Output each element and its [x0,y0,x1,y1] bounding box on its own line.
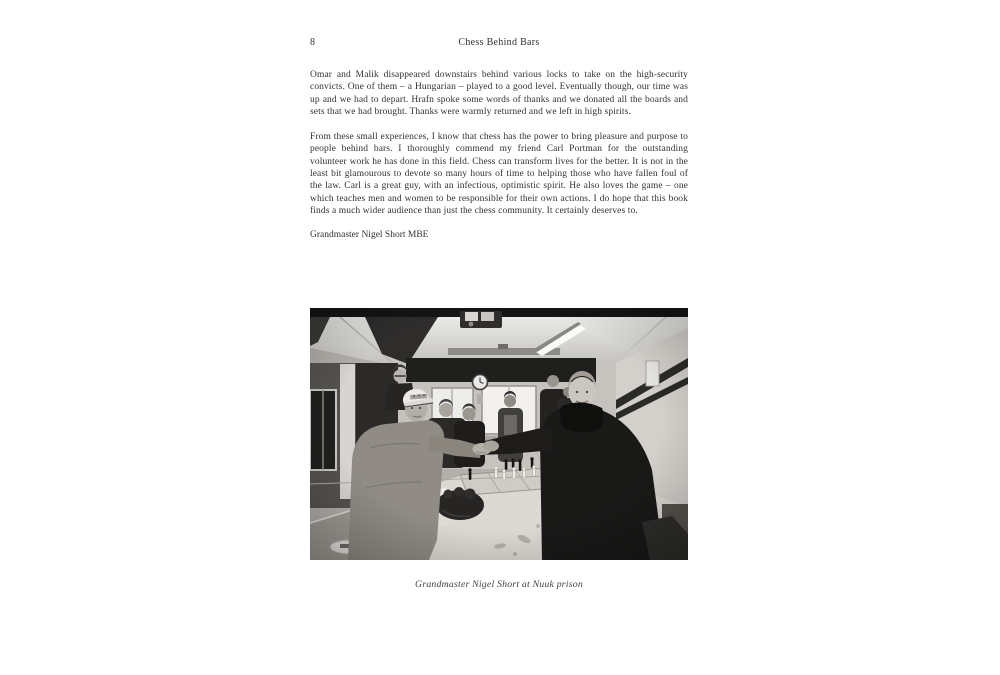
photo-vignette [310,308,688,560]
prison-chess-photo [310,308,688,560]
running-header-title: Chess Behind Bars [458,37,540,48]
prison-chess-photo-art [310,308,688,560]
photo-caption: Grandmaster Nigel Short at Nuuk prison [415,579,583,590]
paragraph-2: From these small experiences, I know that chess has the power to bring pleasure and purpose to people behind bars. I thoroughly commend my friend Carl Portman for the outstanding volunteer work he has done in this field. Chess can transform lives for the better. It is not in the least bit glamourous to devote so many hours of time to helping those who have fallen foul of the law. Carl is a great guy, with an infectious, optimistic spirit. He also loves the game – one which teaches men and women to be responsible for their own actions. I do hope that this book finds a much wider audience than just the chess community. It certainly deserves to. [310,132,688,217]
running-head [310,37,688,51]
photo-figure [310,308,688,590]
page-number: 8 [310,37,315,48]
paragraph-1: Omar and Malik disappeared downstairs behind various locks to take on the high-security convicts. One of them – a Hungarian – played to a good level. Eventually though, our time was up and we had to depart. Hrafn spoke some words of thanks and we donated all the boards and sets that we had brought. Thanks were warmly returned and we left in high spirits. [310,70,688,118]
signature-line: Grandmaster Nigel Short MBE [310,230,429,240]
